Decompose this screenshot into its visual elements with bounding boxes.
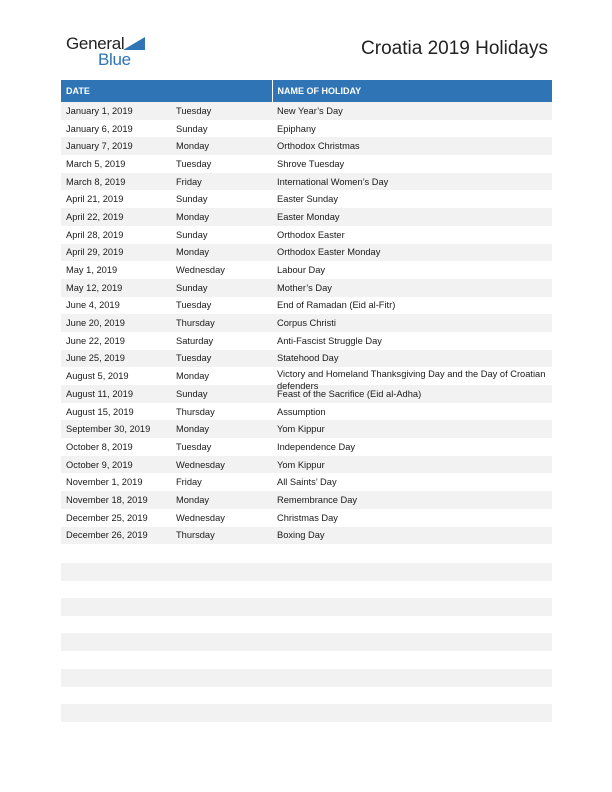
table-row: [61, 456, 552, 474]
date-cell: June 25, 2019: [61, 350, 171, 368]
date-cell: May 1, 2019: [66, 265, 118, 276]
weekday-cell: Friday: [176, 477, 202, 488]
table-row: [61, 491, 552, 509]
holiday-name-cell: Easter Monday: [272, 208, 552, 226]
holiday-name-cell: Yom Kippur: [272, 456, 552, 474]
empty-row: [61, 633, 552, 651]
table-row: [61, 137, 552, 155]
weekday-cell: Sunday: [176, 194, 208, 205]
holiday-table: [61, 80, 552, 544]
date-cell: December 26, 2019: [61, 527, 171, 545]
table-row: [61, 297, 552, 315]
table-row: [61, 226, 552, 244]
holiday-name-cell: Christmas Day: [277, 512, 338, 523]
holiday-name-cell: Labour Day: [277, 265, 326, 276]
date-cell: January 1, 2019: [61, 102, 171, 120]
empty-row: [61, 669, 552, 687]
table-row: [61, 261, 552, 279]
holiday-name-cell: All Saints’ Day: [277, 477, 337, 488]
weekday-cell: Tuesday: [171, 102, 272, 120]
table-row: [61, 120, 552, 138]
weekday-cell: Tuesday: [176, 158, 212, 169]
weekday-cell: Sunday: [176, 229, 208, 240]
weekday-cell: Monday: [176, 371, 210, 382]
weekday-cell: Monday: [171, 420, 272, 438]
holiday-name-cell: Corpus Christi: [272, 314, 552, 332]
date-cell: October 9, 2019: [61, 456, 171, 474]
date-cell: June 4, 2019: [66, 300, 120, 311]
table-row: [61, 420, 552, 438]
table-header-row: [61, 80, 552, 102]
date-cell: October 8, 2019: [66, 441, 133, 452]
date-cell: November 18, 2019: [61, 491, 171, 509]
holiday-name-cell: Shrove Tuesday: [277, 158, 345, 169]
holiday-name-cell: End of Ramadan (Eid al-Fitr): [277, 300, 396, 311]
table-row: [61, 332, 552, 350]
weekday-cell: Tuesday: [176, 300, 212, 311]
weekday-cell: Wednesday: [176, 265, 225, 276]
weekday-cell: Thursday: [176, 406, 215, 417]
date-cell: April 21, 2019: [66, 194, 124, 205]
logo-triangle-icon: [123, 37, 145, 50]
holiday-name-cell: Anti-Fascist Struggle Day: [277, 335, 382, 346]
table-row: [61, 155, 552, 173]
table-row: [61, 314, 552, 332]
holiday-name-cell: Orthodox Christmas: [272, 137, 552, 155]
holiday-name-cell: Feast of the Sacrifice (Eid al-Adha): [272, 385, 552, 403]
holiday-name-cell: Remembrance Day: [272, 491, 552, 509]
table-row: [61, 403, 552, 421]
weekday-cell: Saturday: [176, 335, 214, 346]
table-row: [61, 190, 552, 208]
holiday-name-cell: Statehood Day: [272, 350, 552, 368]
table-row: [61, 102, 552, 120]
date-cell: August 15, 2019: [66, 406, 134, 417]
table-row: [61, 473, 552, 491]
empty-row: [61, 704, 552, 722]
table-row: [61, 509, 552, 527]
table-row: [61, 438, 552, 456]
weekday-cell: Thursday: [171, 527, 272, 545]
date-cell: January 7, 2019: [61, 137, 171, 155]
empty-row: [61, 598, 552, 616]
weekday-cell: Sunday: [171, 279, 272, 297]
logo-general-text: General: [66, 34, 125, 53]
holiday-column-header: NAME OF HOLIDAY: [272, 80, 552, 102]
table-row: [61, 208, 552, 226]
date-cell: June 20, 2019: [61, 314, 171, 332]
generalblue-logo: [66, 34, 156, 70]
date-cell: May 12, 2019: [61, 279, 171, 297]
weekday-cell: Monday: [171, 208, 272, 226]
weekday-cell: Tuesday: [176, 441, 212, 452]
holiday-name-cell: International Women’s Day: [272, 173, 552, 191]
date-cell: April 28, 2019: [66, 229, 124, 240]
holiday-name-cell: New Year’s Day: [272, 102, 552, 120]
weekday-cell: Wednesday: [171, 456, 272, 474]
date-cell: April 22, 2019: [61, 208, 171, 226]
weekday-cell: Friday: [171, 173, 272, 191]
holiday-name-cell: Easter Sunday: [277, 194, 338, 205]
holiday-name-cell: Yom Kippur: [272, 420, 552, 438]
date-cell: June 22, 2019: [66, 335, 125, 346]
weekday-cell: Monday: [171, 244, 272, 262]
holiday-name-cell: Orthodox Easter: [277, 229, 345, 240]
date-cell: August 11, 2019: [61, 385, 171, 403]
date-cell: March 8, 2019: [61, 173, 171, 191]
holiday-name-text: Victory and Homeland Thanksgiving Day and the Day of Croatian defenders: [277, 368, 546, 391]
holiday-name-cell: Boxing Day: [272, 527, 552, 545]
weekday-cell: Monday: [171, 491, 272, 509]
weekday-cell: Monday: [171, 137, 272, 155]
holiday-name-cell: [272, 367, 552, 391]
table-row: [61, 173, 552, 191]
table-row: [61, 367, 552, 385]
date-cell: April 29, 2019: [61, 244, 171, 262]
date-cell: January 6, 2019: [66, 123, 133, 134]
date-column-header: DATE: [61, 80, 272, 102]
date-cell: November 1, 2019: [66, 477, 143, 488]
holiday-name-cell: Epiphany: [277, 123, 316, 134]
holiday-name-cell: Assumption: [277, 406, 326, 417]
date-cell: September 30, 2019: [61, 420, 171, 438]
weekday-cell: Tuesday: [171, 350, 272, 368]
table-row: [61, 244, 552, 262]
weekday-cell: Sunday: [176, 123, 208, 134]
holiday-name-cell: Orthodox Easter Monday: [272, 244, 552, 262]
holiday-name-cell: Independence Day: [277, 441, 356, 452]
date-cell: March 5, 2019: [66, 158, 126, 169]
date-cell: December 25, 2019: [66, 512, 148, 523]
table-row: [61, 279, 552, 297]
weekday-cell: Thursday: [171, 314, 272, 332]
weekday-cell: Wednesday: [176, 512, 225, 523]
date-cell: August 5, 2019: [66, 371, 129, 382]
logo-blue-text: Blue: [98, 50, 131, 69]
empty-row: [61, 563, 552, 581]
page-title: Croatia 2019 Holidays: [361, 38, 548, 59]
table-row: [61, 350, 552, 368]
weekday-cell: Sunday: [171, 385, 272, 403]
holiday-name-cell: Mother’s Day: [272, 279, 552, 297]
table-row: [61, 527, 552, 545]
